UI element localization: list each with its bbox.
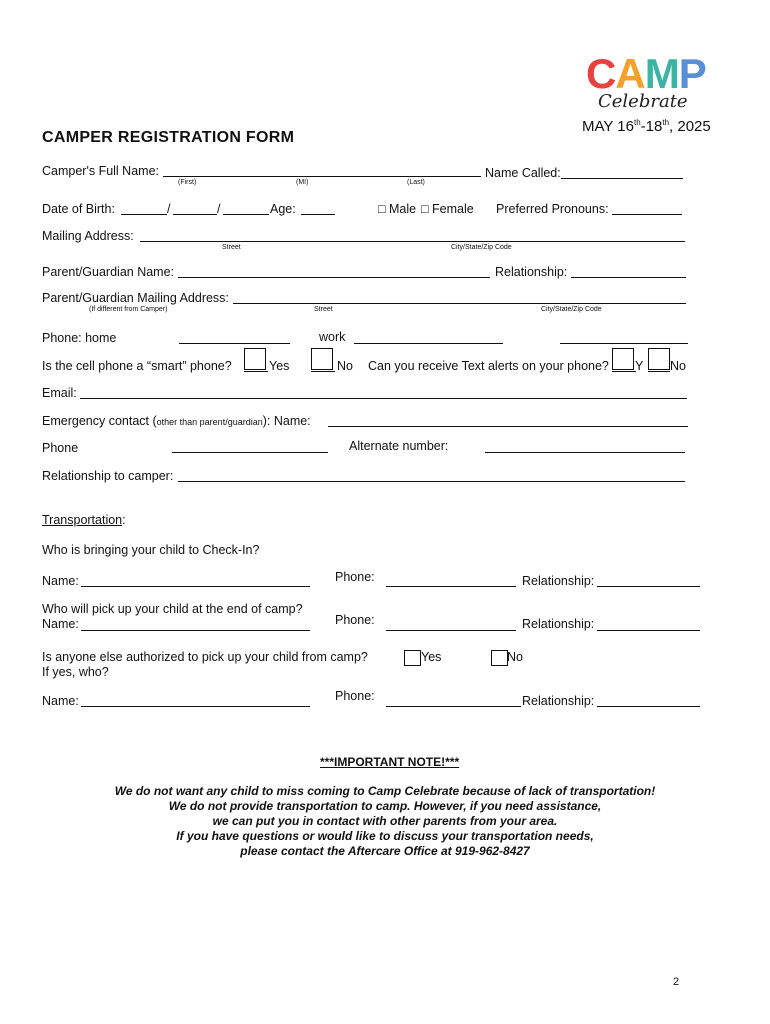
logo-letter-c: C xyxy=(586,50,616,97)
parent-name-field[interactable] xyxy=(178,277,490,278)
checkin-relationship-label: Relationship: xyxy=(522,574,595,588)
age-label: Age: xyxy=(270,202,296,216)
text-y-line xyxy=(612,371,636,372)
emergency-label-a: Emergency contact ( xyxy=(42,414,157,428)
smart-no-checkbox[interactable] xyxy=(311,348,333,370)
emergency-label-b: ): Name: xyxy=(262,414,311,428)
pickup-relationship-label: Relationship: xyxy=(522,617,595,631)
pronouns-field[interactable] xyxy=(612,214,682,215)
text-alerts-question: Can you receive Text alerts on your phone? xyxy=(368,359,609,373)
transportation-heading-colon: : xyxy=(122,513,126,527)
authorized-relationship-field[interactable] xyxy=(597,706,700,707)
last-label: (Last) xyxy=(407,179,425,186)
full-name-label: Camper's Full Name: xyxy=(42,164,159,178)
camp-dates xyxy=(582,118,711,135)
date-sup2: th xyxy=(662,118,670,127)
transportation-heading-text: Transportation xyxy=(42,513,123,527)
logo-letter-m: M xyxy=(644,50,679,97)
checkin-phone-label: Phone: xyxy=(335,570,375,584)
smart-no-line xyxy=(311,371,335,372)
full-name-field[interactable] xyxy=(163,176,481,177)
alternate-number-field[interactable] xyxy=(485,452,685,453)
note-line-4: If you have questions or would like to discuss your transportation needs, xyxy=(176,829,594,843)
first-label: (First) xyxy=(178,179,197,186)
email-field[interactable] xyxy=(80,398,687,399)
parent-relationship-field[interactable] xyxy=(571,277,686,278)
date-mid: -18 xyxy=(640,118,663,135)
dob-slash-2: / xyxy=(217,202,221,216)
smart-yes-checkbox[interactable] xyxy=(244,348,266,370)
logo-letter-p: P xyxy=(678,50,706,97)
city-label: City/State/Zip Code xyxy=(451,244,512,251)
mailing-label: Mailing Address: xyxy=(42,229,134,243)
extra-phone-field[interactable] xyxy=(560,343,688,344)
text-y-label: Y xyxy=(635,359,644,373)
work-label: work xyxy=(319,330,346,344)
authorized-phone-field[interactable] xyxy=(386,706,521,707)
phone-home-field[interactable] xyxy=(179,343,290,344)
if-different-label: (If different from Camper) xyxy=(89,306,168,313)
relationship-to-camper-field[interactable] xyxy=(178,481,685,482)
emergency-label xyxy=(42,414,311,428)
emergency-name-field[interactable] xyxy=(328,426,688,427)
smart-no-label: No xyxy=(337,359,353,373)
transportation-heading xyxy=(42,513,126,527)
text-no-label: No xyxy=(670,359,686,373)
pickup-question: Who will pick up your child at the end of camp? xyxy=(42,602,303,616)
parent-city-label: City/State/Zip Code xyxy=(541,306,602,313)
text-y-checkbox[interactable] xyxy=(612,348,634,370)
page-number: 2 xyxy=(673,976,680,988)
smart-phone-question: Is the cell phone a “smart” phone? xyxy=(42,359,232,373)
mi-label: (MI) xyxy=(296,179,309,186)
street-label: Street xyxy=(222,244,241,251)
if-yes-who-label: If yes, who? xyxy=(42,665,109,679)
checkin-question: Who is bringing your child to Check-In? xyxy=(42,543,260,557)
parent-relationship-label: Relationship: xyxy=(495,265,568,279)
authorized-name-label: Name: xyxy=(42,694,79,708)
text-no-line xyxy=(648,371,670,372)
pronouns-label: Preferred Pronouns: xyxy=(496,202,609,216)
authorized-name-field[interactable] xyxy=(81,706,310,707)
parent-mailing-label: Parent/Guardian Mailing Address: xyxy=(42,291,229,305)
authorized-yes-checkbox[interactable] xyxy=(404,650,421,666)
note-line-1: We do not want any child to miss coming to Camp Celebrate because of lack of transportation! xyxy=(114,784,656,798)
form-title: CAMPER REGISTRATION FORM xyxy=(42,129,295,146)
dob-day-field[interactable] xyxy=(173,214,217,215)
dob-label: Date of Birth: xyxy=(42,202,115,216)
checkin-name-label: Name: xyxy=(42,574,79,588)
parent-street-label: Street xyxy=(314,306,333,313)
authorized-no-label: No xyxy=(507,650,523,664)
text-no-checkbox[interactable] xyxy=(648,348,670,370)
phone-home-label: Phone: home xyxy=(42,331,117,345)
date-sup1: th xyxy=(633,118,641,127)
pickup-name-field[interactable] xyxy=(81,630,310,631)
work-phone-field[interactable] xyxy=(354,343,503,344)
age-field[interactable] xyxy=(301,214,335,215)
logo-script: Celebrate xyxy=(598,91,688,112)
note-line-5: please contact the Aftercare Office at 919-962-8427 xyxy=(240,844,530,858)
smart-yes-label: Yes xyxy=(269,359,290,373)
name-called-label: Name Called: xyxy=(485,166,561,180)
authorized-relationship-label: Relationship: xyxy=(522,694,595,708)
mailing-field[interactable] xyxy=(140,241,685,242)
authorized-phone-label: Phone: xyxy=(335,689,375,703)
smart-yes-line xyxy=(244,371,268,372)
authorized-yes-label: Yes xyxy=(421,650,442,664)
dob-slash-1: / xyxy=(167,202,171,216)
pickup-phone-field[interactable] xyxy=(386,630,516,631)
pickup-name-label: Name: xyxy=(42,617,79,631)
relationship-to-camper-label: Relationship to camper: xyxy=(42,469,174,483)
date-year: , 2025 xyxy=(669,118,711,135)
logo-letter-a: A xyxy=(615,50,645,97)
emergency-phone-label: Phone xyxy=(42,441,79,455)
emergency-phone-field[interactable] xyxy=(172,452,328,453)
dob-year-field[interactable] xyxy=(223,214,269,215)
checkin-name-field[interactable] xyxy=(81,586,310,587)
note-line-2: We do not provide transportation to camp. However, if you need assistance, xyxy=(168,799,602,813)
emergency-label-small: other than parent/guardian xyxy=(156,417,263,427)
parent-mailing-field[interactable] xyxy=(233,303,686,304)
pickup-phone-label: Phone: xyxy=(335,613,375,627)
important-note-heading: ***IMPORTANT NOTE!*** xyxy=(320,755,460,769)
name-called-field[interactable] xyxy=(561,178,683,179)
note-line-3: we can put you in contact with other parents from your area. xyxy=(212,814,558,828)
email-label: Email: xyxy=(42,386,77,400)
authorized-question: Is anyone else authorized to pick up your child from camp? xyxy=(42,650,368,664)
date-main: MAY 16 xyxy=(582,118,634,135)
alternate-number-label: Alternate number: xyxy=(349,439,449,453)
checkin-relationship-field[interactable] xyxy=(597,586,700,587)
female-checkbox[interactable]: □ Female xyxy=(421,202,474,216)
parent-name-label: Parent/Guardian Name: xyxy=(42,265,175,279)
checkin-phone-field[interactable] xyxy=(386,586,516,587)
authorized-no-checkbox[interactable] xyxy=(491,650,508,666)
dob-month-field[interactable] xyxy=(121,214,167,215)
pickup-relationship-field[interactable] xyxy=(597,630,700,631)
male-checkbox[interactable]: □ Male xyxy=(378,202,417,216)
